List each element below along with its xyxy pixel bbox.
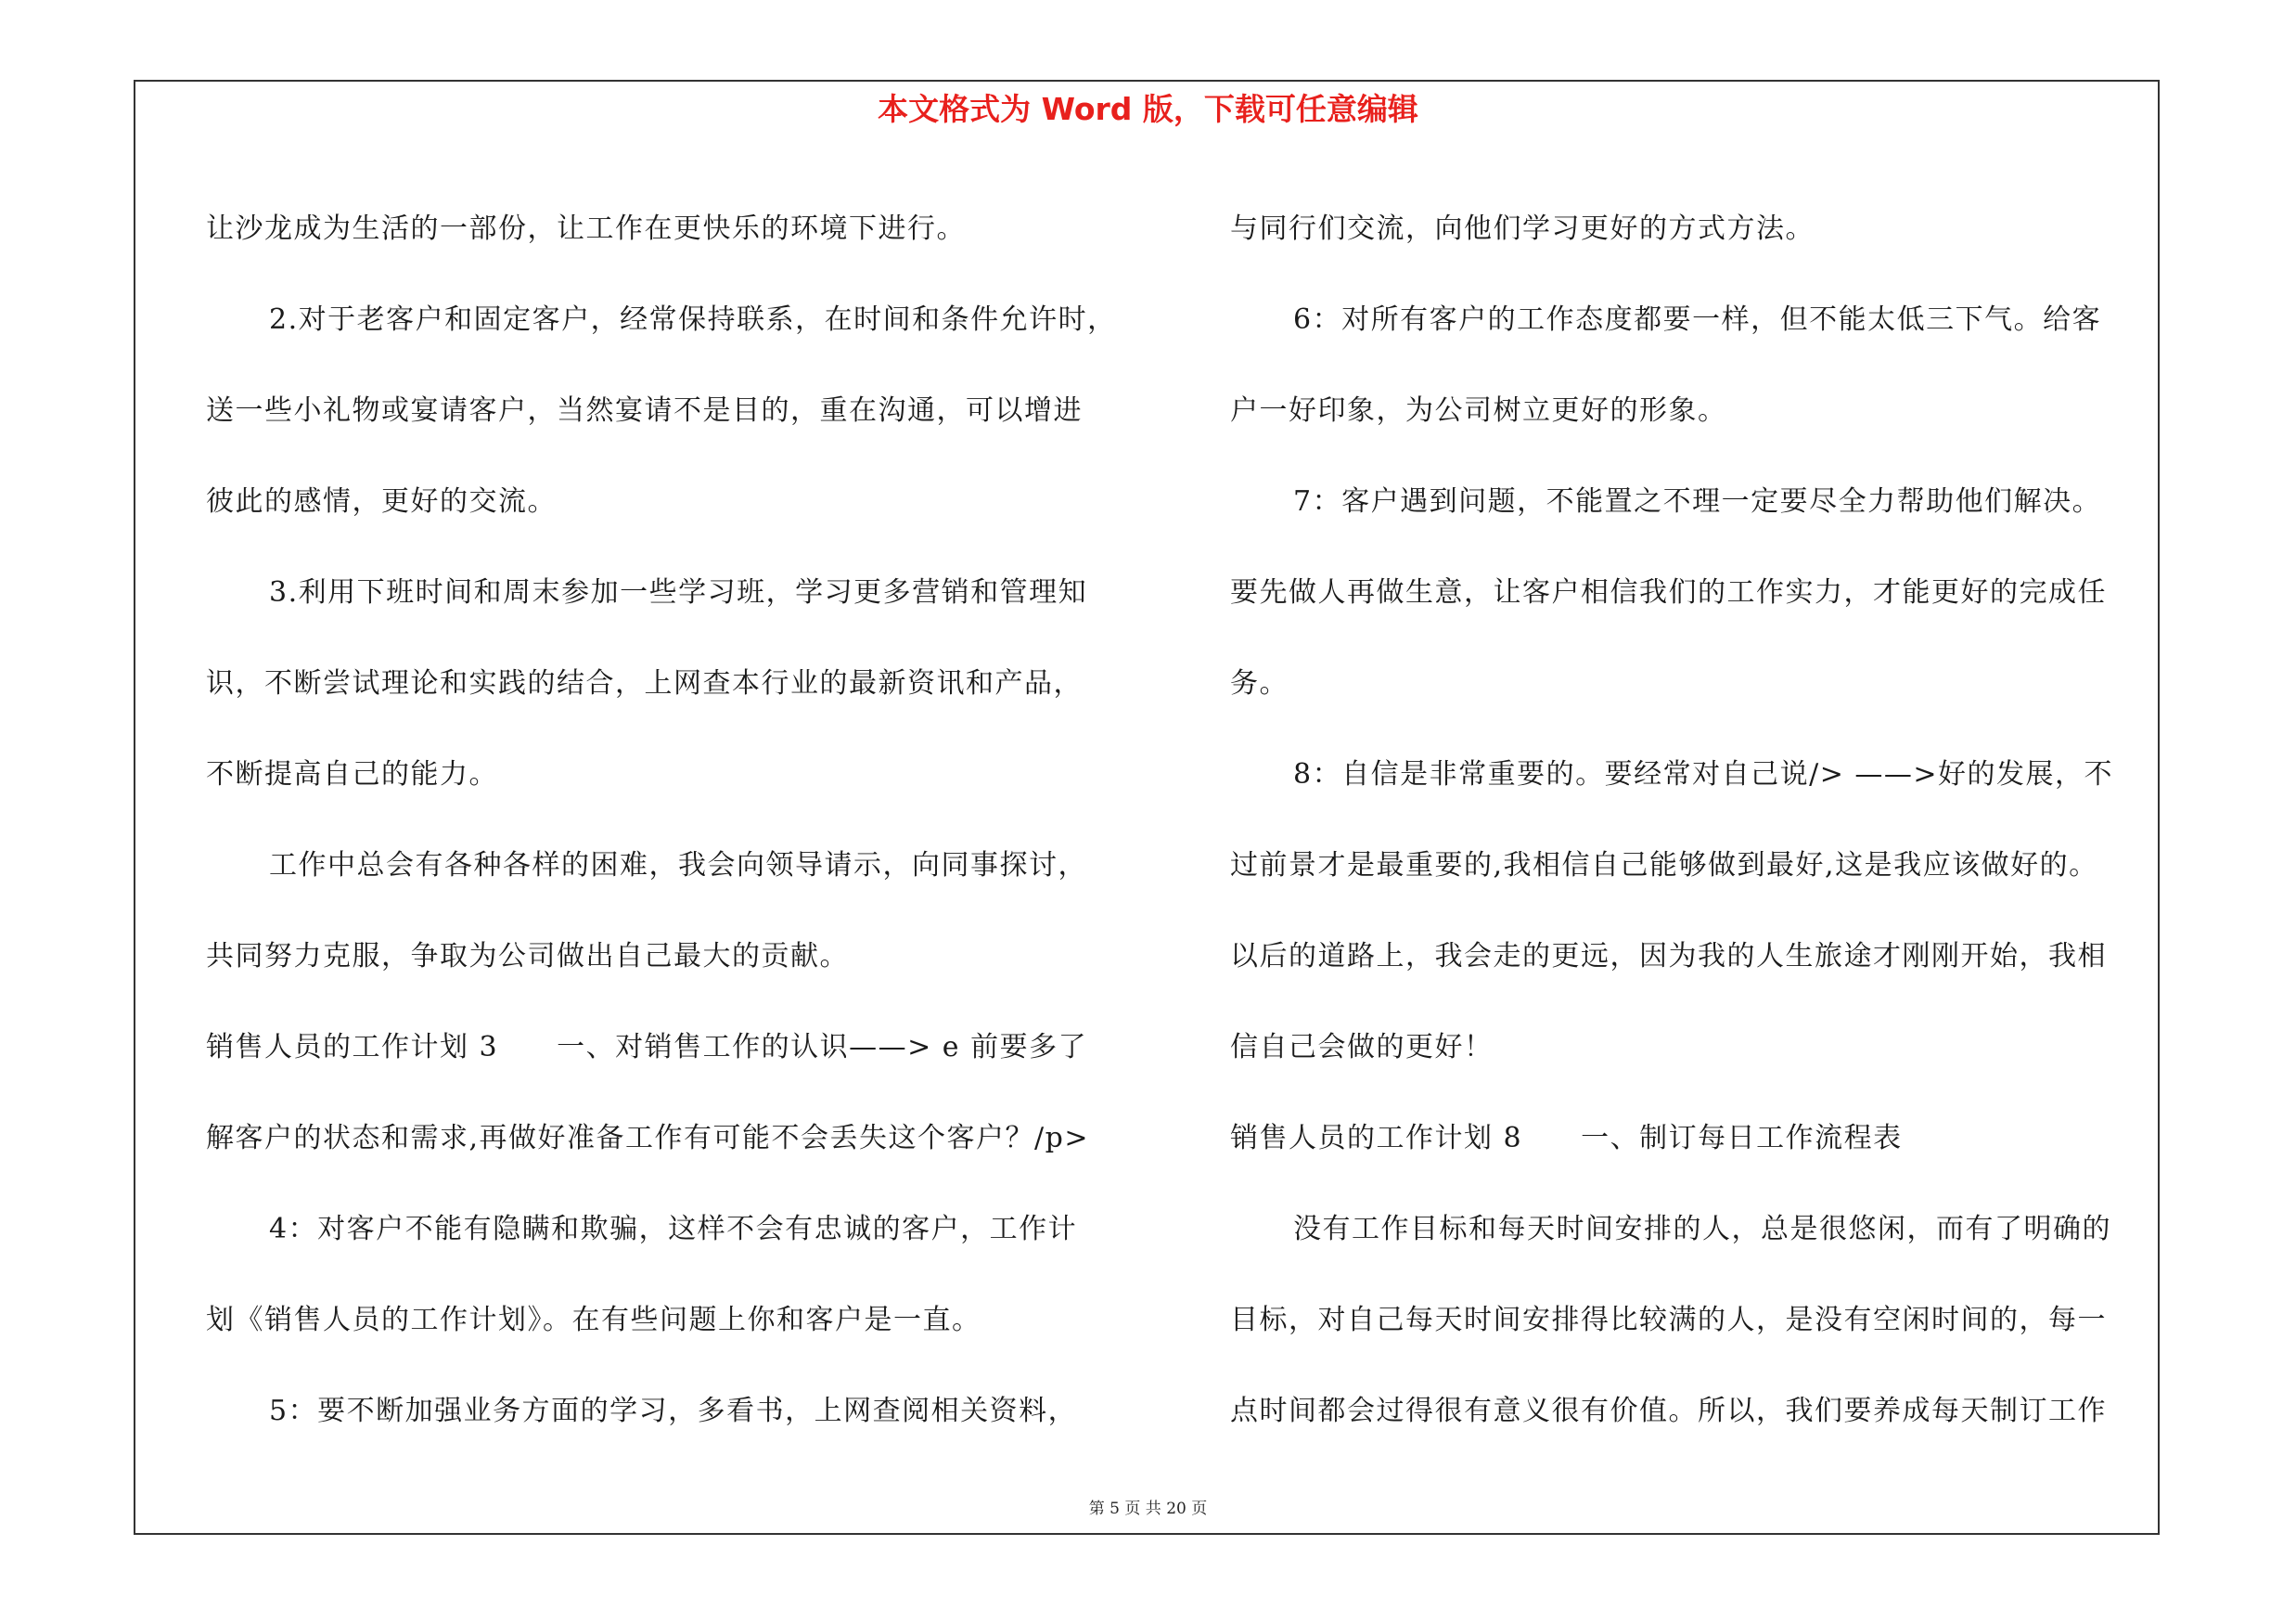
- left-column: [206, 184, 1134, 1457]
- text-line: 工作中总会有各种各样的困难，我会向领导请示，向同事探讨，: [269, 849, 1087, 882]
- text-line: 信自己会做的更好！: [1230, 1031, 1494, 1063]
- text-line: 4：对客户不能有隐瞒和欺骗，这样不会有忠诚的客户，工作计: [269, 1213, 1078, 1245]
- text-line: 要先做人再做生意，让客户相信我们的工作实力，才能更好的完成任: [1230, 576, 2107, 609]
- page-number: 第 5 页 共 20 页: [1088, 1500, 1208, 1518]
- text-line: 没有工作目标和每天时间安排的人，总是很悠闲，而有了明确的: [1293, 1213, 2111, 1245]
- text-line: 目标，对自己每天时间安排得比较满的人，是没有空闲时间的，每一: [1230, 1304, 2107, 1336]
- text-line: 送一些小礼物或宴请客户，当然宴请不是目的，重在沟通，可以增进: [206, 394, 1083, 427]
- section-heading: 销售人员的工作计划 3 一、对销售工作的认识——> e 前要多了: [206, 1031, 1088, 1063]
- text-line: 务。: [1230, 667, 1289, 700]
- text-line: 与同行们交流，向他们学习更好的方式方法。: [1230, 213, 1815, 245]
- text-line: 彼此的感情，更好的交流。: [206, 485, 557, 518]
- text-line: 划《销售人员的工作计划》。在有些问题上你和客户是一直。: [206, 1304, 981, 1336]
- text-line: 6：对所有客户的工作态度都要一样，但不能太低三下气。给客: [1293, 303, 2102, 336]
- text-line: 3.利用下班时间和周末参加一些学习班，学习更多营销和管理知: [269, 576, 1088, 609]
- text-line: 点时间都会过得很有意义很有价值。所以，我们要养成每天制订工作: [1230, 1395, 2107, 1427]
- right-column: [1230, 184, 2158, 1457]
- text-line: 识，不断尝试理论和实践的结合，上网查本行业的最新资讯和产品，: [206, 667, 1083, 700]
- section-heading: 销售人员的工作计划 8 一、制订每日工作流程表: [1230, 1122, 1903, 1154]
- text-line: 7：客户遇到问题，不能置之不理一定要尽全力帮助他们解决。: [1293, 485, 2102, 518]
- text-line: 5：要不断加强业务方面的学习，多看书，上网查阅相关资料，: [269, 1395, 1078, 1427]
- text-line: 以后的道路上，我会走的更远，因为我的人生旅途才刚刚开始，我相: [1230, 940, 2107, 973]
- text-line: 让沙龙成为生活的一部份，让工作在更快乐的环境下进行。: [206, 213, 966, 245]
- text-line: 解客户的状态和需求,再做好准备工作有可能不会丢失这个客户？/p>: [206, 1122, 1089, 1154]
- text-line: 共同努力克服，争取为公司做出自己最大的贡献。: [206, 940, 849, 973]
- text-line: 户一好印象，为公司树立更好的形象。: [1230, 394, 1727, 427]
- text-line: 不断提高自己的能力。: [206, 758, 498, 791]
- text-line: 8：自信是非常重要的。要经常对自己说/> ——>好的发展，不: [1293, 758, 2114, 791]
- header-banner: 本文格式为 Word 版，下载可任意编辑: [878, 91, 1418, 127]
- text-line: 过前景才是最重要的,我相信自己能够做到最好,这是我应该做好的。: [1230, 849, 2098, 882]
- text-line: 2.对于老客户和固定客户，经常保持联系，在时间和条件允许时，: [269, 303, 1117, 336]
